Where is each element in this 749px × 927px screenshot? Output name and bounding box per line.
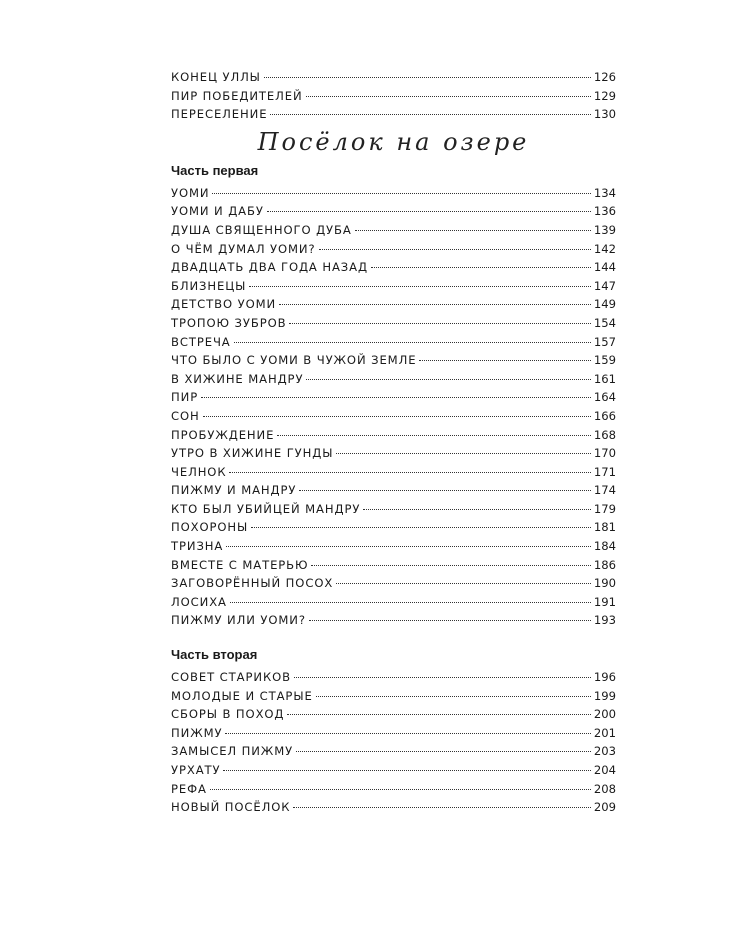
toc-entry-title: ПИЖМУ И МАНДРУ	[171, 483, 297, 498]
toc-entry-page-number: 157	[593, 334, 616, 349]
dot-leader	[316, 696, 591, 697]
toc-entry-page-number: 159	[593, 353, 616, 368]
toc-entry	[171, 705, 616, 724]
toc-entry-page-number: 209	[593, 800, 616, 815]
toc-entry-page-number: 161	[593, 371, 616, 386]
toc-entry-title: ВМЕСТЕ С МАТЕРЬЮ	[171, 557, 309, 572]
dot-leader	[419, 360, 590, 361]
toc-entry	[171, 277, 616, 296]
toc-entry-title: ДВАДЦАТЬ ДВА ГОДА НАЗАД	[171, 260, 368, 275]
dot-leader	[355, 230, 591, 231]
dot-leader	[363, 509, 591, 510]
toc-entry	[171, 444, 616, 463]
part-one-entries-list	[171, 184, 616, 630]
dot-leader	[225, 733, 590, 734]
toc-entry	[171, 105, 616, 124]
toc-entry	[171, 463, 616, 482]
dot-leader	[287, 714, 590, 715]
dot-leader	[311, 565, 590, 566]
toc-entry-title: ПИЖМУ	[171, 725, 223, 740]
toc-entry	[171, 68, 616, 87]
dot-leader	[294, 677, 591, 678]
toc-entry-title: СОН	[171, 408, 200, 423]
toc-entry-title: ПЕРЕСЕЛЕНИЕ	[171, 107, 268, 122]
toc-entry-page-number: 200	[593, 707, 616, 722]
toc-entry-page-number: 139	[593, 222, 616, 237]
toc-entry-title: ДУША СВЯЩЕННОГО ДУБА	[171, 222, 352, 237]
toc-entry	[171, 780, 616, 799]
toc-entry	[171, 537, 616, 556]
toc-entry-title: В ХИЖИНЕ МАНДРУ	[171, 371, 304, 386]
toc-entry-title: ЛОСИХА	[171, 594, 227, 609]
toc-entry-title: ПИР	[171, 390, 199, 405]
toc-entry	[171, 388, 616, 407]
dot-leader	[230, 602, 591, 603]
toc-entry-title: КОНЕЦ УЛЛЫ	[171, 70, 261, 84]
toc-entry-title: ТРИЗНА	[171, 539, 224, 554]
dot-leader	[251, 527, 591, 528]
toc-entry	[171, 426, 616, 445]
toc-entry	[171, 407, 616, 426]
toc-entry-title: БЛИЗНЕЦЫ	[171, 278, 247, 293]
toc-entry-page-number: 129	[593, 88, 616, 103]
toc-entry-page-number: 191	[593, 594, 616, 609]
toc-entry-page-number: 126	[593, 70, 616, 84]
toc-entry-page-number: 147	[593, 278, 616, 293]
toc-entry-page-number: 154	[593, 315, 616, 330]
toc-entry	[171, 556, 616, 575]
dot-leader	[289, 323, 590, 324]
part-two-entries-list	[171, 668, 616, 817]
toc-entry-page-number: 179	[593, 501, 616, 516]
toc-entry-title: СБОРЫ В ПОХОД	[171, 707, 285, 722]
toc-entry-page-number: 144	[593, 260, 616, 275]
table-of-contents	[171, 68, 616, 817]
dot-leader	[277, 435, 591, 436]
toc-entry-page-number: 142	[593, 241, 616, 256]
toc-entry	[171, 351, 616, 370]
toc-entry	[171, 481, 616, 500]
toc-entry-title: ПРОБУЖДЕНИЕ	[171, 427, 275, 442]
dot-leader	[293, 807, 590, 808]
dot-leader	[279, 304, 591, 305]
toc-entry-page-number: 149	[593, 297, 616, 312]
toc-entry-title: РЕФА	[171, 781, 207, 796]
toc-entry	[171, 611, 616, 630]
toc-entry	[171, 370, 616, 389]
toc-entry-title: ЧЕЛНОК	[171, 464, 227, 479]
toc-entry-page-number: 196	[593, 670, 616, 685]
dot-leader	[319, 249, 591, 250]
toc-entry	[171, 240, 616, 259]
dot-leader	[203, 416, 591, 417]
toc-entry-title: ТРОПОЮ ЗУБРОВ	[171, 315, 287, 330]
toc-entry-title: ЧТО БЫЛО С УОМИ В ЧУЖОЙ ЗЕМЛЕ	[171, 353, 417, 368]
toc-entry-title: ЗАМЫСЕЛ ПИЖМУ	[171, 744, 294, 759]
toc-entry-title: УОМИ И ДАБУ	[171, 204, 264, 219]
toc-entry	[171, 574, 616, 593]
toc-entry	[171, 798, 616, 817]
toc-entry	[171, 258, 616, 277]
toc-entry-page-number: 171	[593, 464, 616, 479]
toc-entry	[171, 518, 616, 537]
toc-entry-page-number: 184	[593, 539, 616, 554]
dot-leader	[249, 286, 591, 287]
toc-entry-page-number: 174	[593, 483, 616, 498]
toc-entry-page-number: 170	[593, 446, 616, 461]
dot-leader	[371, 267, 591, 268]
toc-entry-page-number: 203	[593, 744, 616, 759]
toc-entry-title: СОВЕТ СТАРИКОВ	[171, 670, 291, 685]
toc-entry-title: ВСТРЕЧА	[171, 334, 231, 349]
section-title: Посёлок на озере	[257, 127, 530, 156]
dot-leader	[270, 114, 590, 115]
toc-entry-title: КТО БЫЛ УБИЙЦЕЙ МАНДРУ	[171, 501, 361, 516]
dot-leader	[309, 620, 591, 621]
toc-entry	[171, 314, 616, 333]
toc-entry	[171, 295, 616, 314]
toc-entry-title: НОВЫЙ ПОСЁЛОК	[171, 800, 291, 815]
toc-entry	[171, 724, 616, 743]
dot-leader	[336, 583, 591, 584]
toc-entry-page-number: 130	[593, 107, 616, 122]
dot-leader	[299, 490, 591, 491]
toc-entry-page-number: 208	[593, 781, 616, 796]
dot-leader	[212, 193, 590, 194]
toc-entry-page-number: 193	[593, 613, 616, 628]
dot-leader	[264, 77, 591, 78]
dot-leader	[306, 96, 591, 97]
toc-entry	[171, 333, 616, 352]
dot-leader	[223, 770, 590, 771]
toc-entry-title: УТРО В ХИЖИНЕ ГУНДЫ	[171, 446, 334, 461]
toc-entry-page-number: 136	[593, 204, 616, 219]
dot-leader	[267, 211, 591, 212]
toc-entry-page-number: 168	[593, 427, 616, 442]
toc-entry-page-number: 181	[593, 520, 616, 535]
toc-entry-title: ЗАГОВОРЁННЫЙ ПОСОХ	[171, 576, 334, 591]
top-entries-list	[171, 68, 616, 124]
toc-entry-page-number: 166	[593, 408, 616, 423]
toc-entry-title: УОМИ	[171, 185, 210, 200]
dot-leader	[201, 397, 591, 398]
section-spacer	[171, 630, 616, 644]
dot-leader	[234, 342, 591, 343]
toc-entry	[171, 742, 616, 761]
toc-entry	[171, 87, 616, 106]
toc-entry-page-number: 134	[593, 185, 616, 200]
toc-entry-page-number: 190	[593, 576, 616, 591]
toc-entry-page-number: 201	[593, 725, 616, 740]
toc-entry-title: ДЕТСТВО УОМИ	[171, 297, 277, 312]
dot-leader	[306, 379, 590, 380]
toc-entry	[171, 668, 616, 687]
toc-entry	[171, 593, 616, 612]
toc-entry-title: УРХАТУ	[171, 763, 221, 777]
dot-leader	[226, 546, 591, 547]
toc-entry-page-number: 186	[593, 557, 616, 572]
dot-leader	[229, 472, 590, 473]
toc-entry-title: ПИР ПОБЕДИТЕЛЕЙ	[171, 88, 303, 103]
toc-entry	[171, 761, 616, 780]
dot-leader	[296, 751, 591, 752]
toc-entry-page-number: 204	[593, 763, 616, 777]
toc-entry-page-number: 164	[593, 390, 616, 405]
toc-entry-title: ПОХОРОНЫ	[171, 520, 249, 535]
toc-entry-title: О ЧЁМ ДУМАЛ УОМИ?	[171, 241, 316, 256]
dot-leader	[210, 789, 591, 790]
toc-entry-title: МОЛОДЫЕ И СТАРЫЕ	[171, 688, 313, 703]
toc-entry-page-number: 199	[593, 688, 616, 703]
toc-entry	[171, 202, 616, 221]
toc-entry-title: ПИЖМУ ИЛИ УОМИ?	[171, 613, 306, 628]
dot-leader	[336, 453, 591, 454]
toc-entry	[171, 687, 616, 706]
toc-entry	[171, 500, 616, 519]
toc-entry	[171, 184, 616, 203]
part-two-heading: Часть вторая	[171, 647, 258, 663]
toc-entry	[171, 221, 616, 240]
part-one-heading: Часть первая	[171, 162, 259, 178]
